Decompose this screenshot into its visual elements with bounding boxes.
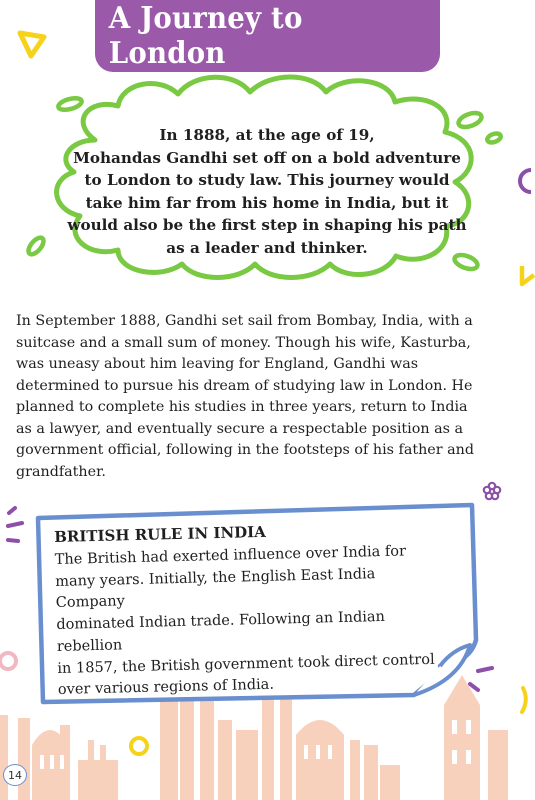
intro-line: to London to study law. This journey would [84,171,450,189]
sidebar-line: The British had exerted influence over India for [54,543,407,568]
yellow-ring-icon [131,738,147,754]
leaf-icon [57,96,83,112]
body-line: was uneasy about him leaving for England, Gandhi was [16,356,419,372]
intro-line: In 1888, at the age of 19, [159,126,375,144]
page-title: A Journey to London [108,1,303,71]
sidebar-line: over various regions of India. [57,676,275,699]
body-line: determined to pursue his dream of studying law in London. He [16,377,473,394]
leaf-icon [486,132,502,144]
body-line: planned to complete his studies in three years, return to India [16,399,468,415]
body-paragraph [16,311,521,483]
intro-line: would also be the first step in shaping his path [67,216,467,234]
leaf-icon [26,235,47,257]
body-line: suitcase and a small sum of money. Though his wife, Kasturba, [16,334,471,351]
page-number: 14 [3,764,27,786]
body-line: government official, following in the footsteps of his father and [16,442,475,458]
intro-text [62,124,472,259]
sidebar-line: dominated Indian trade. Following an Indian rebellion [56,609,386,655]
sidebar-content [54,519,438,702]
sidebar-line: many years. Initially, the English East India Company [55,565,376,612]
body-line: grandfather. [16,463,106,480]
sidebar-line: in 1857, the British government took direct control [57,651,435,677]
body-line: In September 1888, Gandhi set sail from Bombay, India, with a [16,313,473,329]
intro-line: as a leader and thinker. [166,238,368,257]
intro-line: Mohandas Gandhi set off on a bold adventure [73,148,461,167]
intro-line: take him far from his home in India, but it [85,193,449,212]
sidebar-heading: BRITISH RULE IN INDIA [54,522,267,546]
body-line: as a lawyer, and eventually secure a respectable position as a [16,420,464,437]
